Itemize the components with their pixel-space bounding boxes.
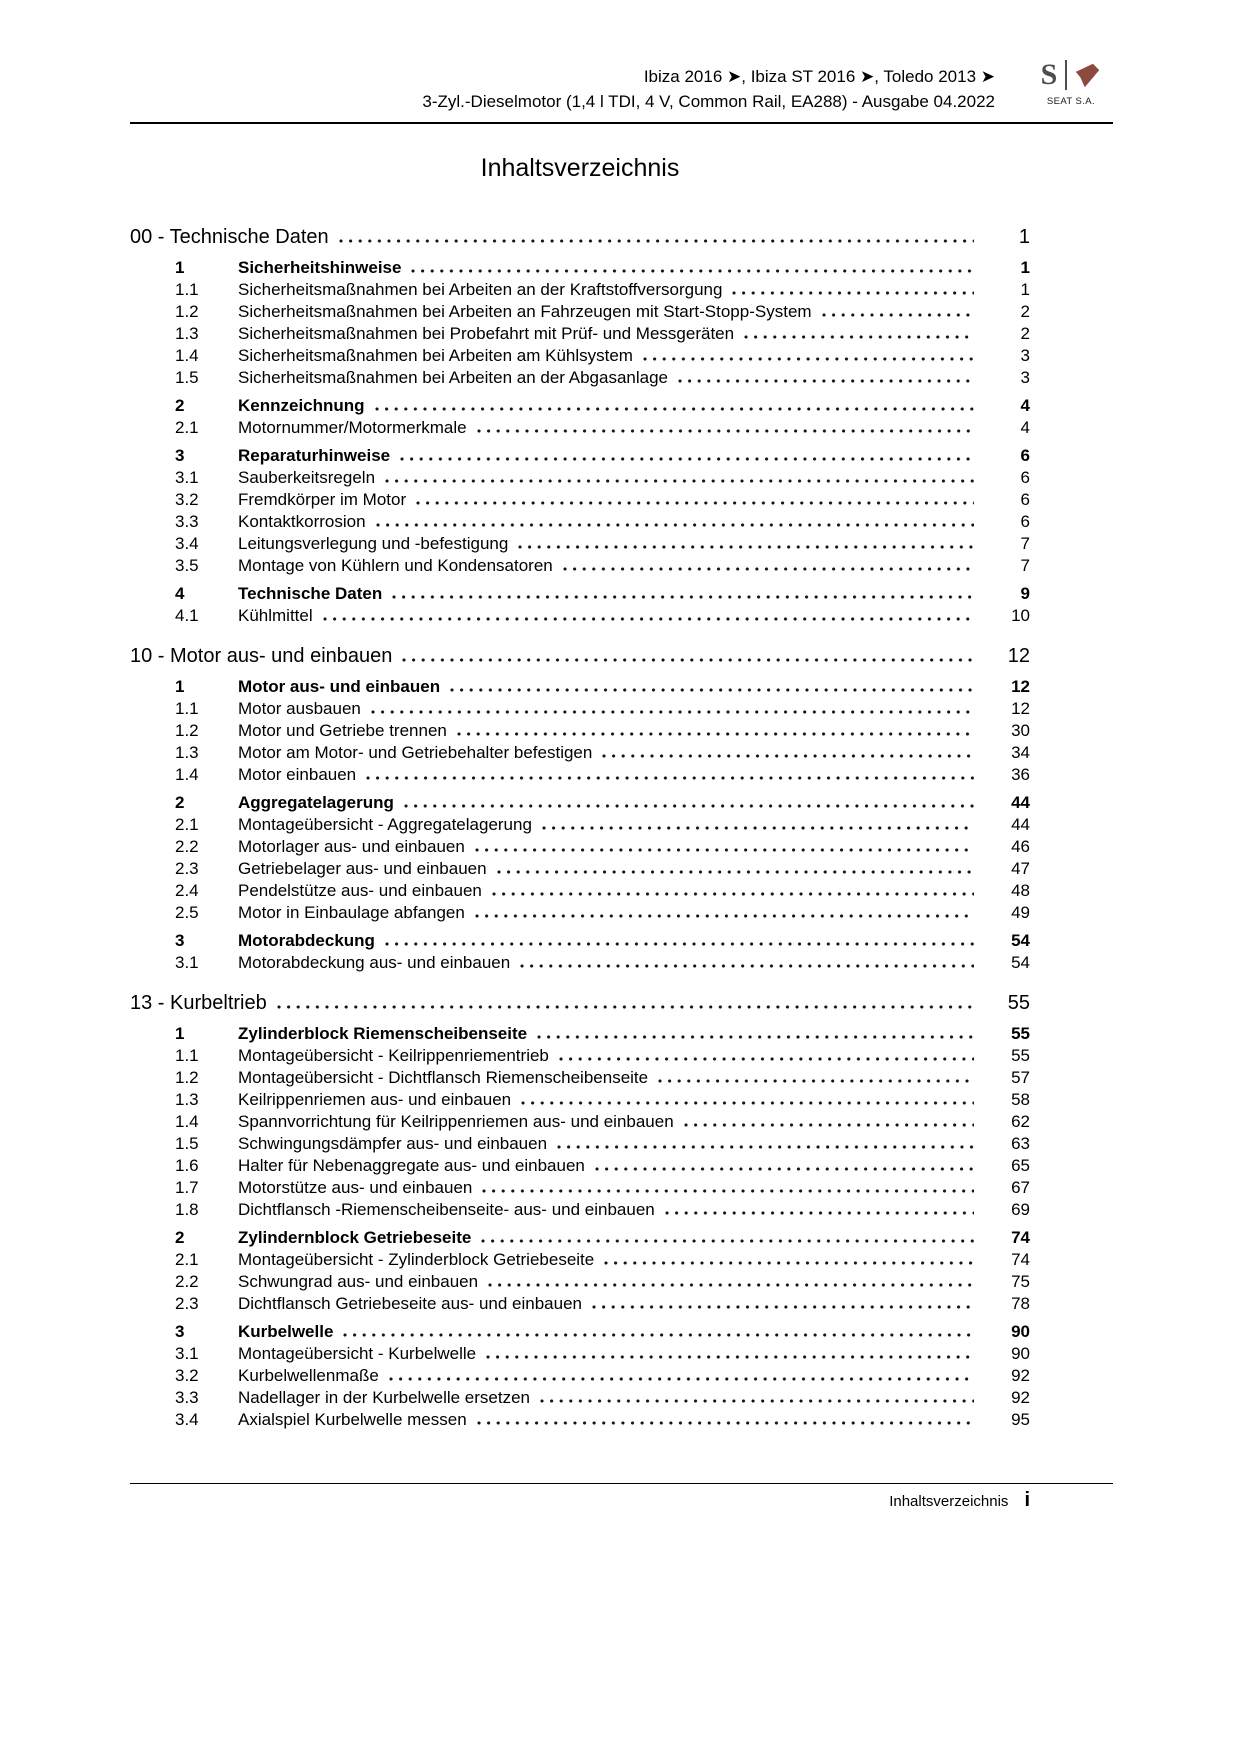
toc-item-title: Motor in Einbaulage abfangen (238, 903, 465, 922)
toc-item-number: 2.2 (175, 837, 199, 856)
toc-section-label: 13 - Kurbeltrieb (130, 992, 267, 1014)
dot-leader (678, 379, 974, 383)
toc-item[interactable] (130, 1365, 1030, 1387)
toc-item-number: 2 (175, 1228, 185, 1247)
toc-item-title: Motor und Getriebe trennen (238, 721, 447, 740)
toc-item[interactable] (130, 836, 1030, 858)
toc-page-number: 34 (1011, 743, 1030, 762)
toc-item[interactable] (130, 257, 1030, 279)
toc-item-title: Montageübersicht - Dichtflansch Riemenscheibenseite (238, 1068, 649, 1087)
toc-item-title: Motorlager aus- und einbauen (238, 837, 465, 856)
toc-page-number: 57 (1011, 1068, 1030, 1087)
toc-item-number: 3 (175, 1322, 185, 1341)
dot-leader (563, 567, 974, 571)
toc-item-number: 3.2 (175, 1366, 199, 1385)
toc-item-title: Montageübersicht - Aggregatelagerung (238, 815, 532, 834)
toc-item[interactable] (130, 489, 1030, 511)
toc-item-number: 2.2 (175, 1272, 199, 1291)
toc-item-number: 1 (175, 677, 185, 696)
toc-item-title: Montageübersicht - Zylinderblock Getriebeseite (238, 1250, 595, 1269)
toc-page-number: 12 (1011, 699, 1030, 718)
toc-item[interactable] (130, 395, 1030, 417)
dot-leader (477, 1421, 974, 1425)
toc-item[interactable] (130, 511, 1030, 533)
toc-item-number: 3.2 (175, 490, 199, 509)
toc-item-title: Sicherheitsmaßnahmen bei Probefahrt mit Prüf- und Messgeräten (238, 324, 735, 343)
dot-leader (604, 1261, 974, 1265)
toc-item-number: 2.5 (175, 903, 199, 922)
dot-leader (385, 942, 974, 946)
footer-text (130, 1489, 1113, 1512)
dot-leader (595, 1167, 974, 1171)
toc-item-title: Keilrippenriemen aus- und einbauen (238, 1090, 512, 1109)
toc-item[interactable] (130, 1199, 1030, 1221)
toc-page-number: 1 (1018, 226, 1030, 248)
dot-leader (665, 1211, 974, 1215)
toc-page-number: 3 (1020, 346, 1030, 365)
toc-item-title: Montage von Kühlern und Kondensatoren (238, 556, 553, 575)
toc-page-number: 75 (1011, 1272, 1030, 1291)
dot-leader (492, 892, 974, 896)
toc-item-title: Schwingungsdämpfer aus- und einbauen (238, 1134, 548, 1153)
dot-leader (323, 617, 974, 621)
toc-page-number: 3 (1020, 368, 1030, 387)
toc-item-number: 1.1 (175, 699, 199, 718)
toc-item-number: 3.3 (175, 512, 199, 531)
toc-item-title: Schwungrad aus- und einbauen (238, 1272, 479, 1291)
brand-name: SEAT S.A. (1046, 96, 1096, 107)
toc-item[interactable] (130, 367, 1030, 389)
toc-item-number: 1.3 (175, 743, 199, 762)
toc-page-number: 12 (1011, 677, 1030, 696)
toc-item[interactable] (130, 1387, 1030, 1409)
dot-leader (477, 429, 974, 433)
toc-item[interactable] (130, 1271, 1030, 1293)
toc-item-title: Motorabdeckung aus- und einbauen (238, 953, 511, 972)
toc-page-number: 90 (1011, 1344, 1030, 1363)
toc-item-title: Technische Daten (238, 584, 383, 603)
toc-item-number: 3.5 (175, 556, 199, 575)
dot-leader (385, 479, 974, 483)
dot-leader (518, 545, 974, 549)
dot-leader (411, 269, 974, 273)
toc-section (130, 642, 1030, 974)
toc-item[interactable] (130, 345, 1030, 367)
toc-item-number: 1.5 (175, 368, 199, 387)
toc-item-number: 1.5 (175, 1134, 199, 1153)
dot-leader (822, 313, 974, 317)
toc-item[interactable] (130, 1067, 1030, 1089)
toc-page-number: 55 (1007, 992, 1030, 1014)
document-header (130, 56, 1113, 114)
toc-page-number: 6 (1020, 490, 1030, 509)
toc-item-number: 2 (175, 396, 185, 415)
toc-page-number: 7 (1020, 556, 1030, 575)
dot-leader (376, 523, 974, 527)
dot-leader (497, 870, 974, 874)
toc-item[interactable] (130, 698, 1030, 720)
toc-item-title: Motorabdeckung (238, 931, 375, 950)
toc-item-number: 2.3 (175, 859, 199, 878)
footer-page-number: i (1024, 1489, 1030, 1511)
toc-item[interactable] (130, 533, 1030, 555)
toc-page-number: 36 (1011, 765, 1030, 784)
toc-item-title: Sicherheitsmaßnahmen bei Arbeiten an der Abgasanlage (238, 368, 669, 387)
toc-item-title: Zylindernblock Getriebeseite (238, 1228, 472, 1247)
dot-leader (343, 1333, 974, 1337)
toc-item-number: 1.2 (175, 721, 199, 740)
header-subtitle-line: 3-Zyl.-Dieselmotor (1,4 l TDI, 4 V, Common Rail, EA288) - Ausgabe 04.2022 (422, 92, 995, 111)
toc-page-number: 74 (1011, 1250, 1030, 1269)
toc-page-number: 63 (1011, 1134, 1030, 1153)
dot-leader (389, 1377, 974, 1381)
toc-item-title: Nadellager in der Kurbelwelle ersetzen (238, 1388, 530, 1407)
toc-section-header[interactable] (130, 223, 1030, 251)
seat-arrow-icon (1074, 62, 1101, 89)
dot-leader (416, 501, 974, 505)
toc-page-number: 44 (1011, 815, 1030, 834)
toc-item[interactable] (130, 555, 1030, 577)
toc-item-title: Halter für Nebenaggregate aus- und einbauen (238, 1156, 585, 1175)
toc-page-number: 55 (1011, 1024, 1030, 1043)
dot-leader (450, 688, 974, 692)
toc-section-label: 00 - Technische Daten (130, 226, 329, 248)
toc-item-number: 3.1 (175, 468, 199, 487)
toc-page-number: 6 (1020, 468, 1030, 487)
toc-item[interactable] (130, 301, 1030, 323)
toc-item-number: 1.1 (175, 280, 199, 299)
header-models-line: Ibiza 2016 ➤, Ibiza ST 2016 ➤, Toledo 2013 ➤ (643, 67, 995, 86)
toc-page-number: 78 (1011, 1294, 1030, 1313)
toc-item[interactable] (130, 902, 1030, 924)
toc-item-number: 1.1 (175, 1046, 199, 1065)
toc-item[interactable] (130, 952, 1030, 974)
toc-page-number: 7 (1020, 534, 1030, 553)
toc-item[interactable] (130, 1293, 1030, 1315)
toc-item[interactable] (130, 676, 1030, 698)
toc-item[interactable] (130, 1089, 1030, 1111)
toc-page-number: 1 (1020, 280, 1030, 299)
toc-item-title: Zylinderblock Riemenscheibenseite (238, 1024, 528, 1043)
dot-leader (475, 848, 974, 852)
toc-item-title: Leitungsverlegung und -befestigung (238, 534, 509, 553)
toc-page-number: 92 (1011, 1388, 1030, 1407)
toc-item-title: Motor am Motor- und Getriebehalter befestigen (238, 743, 593, 762)
toc-item-number: 1.3 (175, 324, 199, 343)
toc-item-number: 2 (175, 793, 185, 812)
toc-item-number: 3 (175, 446, 185, 465)
toc-item-title: Motor aus- und einbauen (238, 677, 441, 696)
toc-item[interactable] (130, 1023, 1030, 1045)
toc-item-number: 3.1 (175, 1344, 199, 1363)
dot-leader (520, 964, 974, 968)
toc-item-title: Spannvorrichtung für Keilrippenriemen aus- und einbauen (238, 1112, 674, 1131)
toc-item-number: 3.4 (175, 534, 199, 553)
toc-item[interactable] (130, 764, 1030, 786)
toc-item[interactable] (130, 323, 1030, 345)
toc-item[interactable] (130, 1321, 1030, 1343)
dot-leader (557, 1145, 974, 1149)
toc-item[interactable] (130, 720, 1030, 742)
toc-page-number: 58 (1011, 1090, 1030, 1109)
toc-item-title: Dichtflansch Getriebeseite aus- und einbauen (238, 1294, 582, 1313)
toc-item-number: 3 (175, 931, 185, 950)
toc-item[interactable] (130, 930, 1030, 952)
toc-page-number: 4 (1020, 396, 1030, 415)
toc-item[interactable] (130, 1227, 1030, 1249)
toc-item-title: Axialspiel Kurbelwelle messen (238, 1410, 467, 1429)
toc-page-number: 48 (1011, 881, 1030, 900)
dot-leader (521, 1101, 974, 1105)
toc-item-number: 2.4 (175, 881, 199, 900)
dot-leader (542, 826, 974, 830)
toc-item[interactable] (130, 605, 1030, 627)
toc-item-title: Motorstütze aus- und einbauen (238, 1178, 473, 1197)
dot-leader (366, 776, 974, 780)
toc-item-number: 2.3 (175, 1294, 199, 1313)
seat-logo (1029, 56, 1113, 107)
toc-page-number: 44 (1011, 793, 1030, 812)
toc-item-title: Kurbelwelle (238, 1322, 334, 1341)
toc-item-title: Pendelstütze aus- und einbauen (238, 881, 482, 900)
toc-item-title: Motornummer/Motormerkmale (238, 418, 467, 437)
toc-item-title: Sauberkeitsregeln (238, 468, 376, 487)
dot-leader (339, 239, 974, 243)
toc-page-number: 67 (1011, 1178, 1030, 1197)
footer-divider (130, 1483, 1113, 1484)
toc-page-number: 2 (1020, 324, 1030, 343)
toc-item-number: 2.1 (175, 815, 199, 834)
toc-item[interactable] (130, 1343, 1030, 1365)
toc-page-number: 6 (1020, 512, 1030, 531)
toc-item-number: 1.8 (175, 1200, 199, 1219)
toc-section (130, 989, 1030, 1431)
toc-page-number: 4 (1020, 418, 1030, 437)
toc-page-number: 6 (1020, 446, 1030, 465)
toc-page-number: 1 (1020, 258, 1030, 277)
toc-page-number: 54 (1011, 953, 1030, 972)
toc-item-number: 1 (175, 258, 185, 277)
dot-leader (658, 1079, 974, 1083)
dot-leader (400, 457, 974, 461)
toc-page-number: 30 (1011, 721, 1030, 740)
toc-item[interactable] (130, 583, 1030, 605)
toc-item[interactable] (130, 1111, 1030, 1133)
toc-item-number: 1.6 (175, 1156, 199, 1175)
toc-page-number: 9 (1020, 584, 1030, 603)
toc-item-number: 4 (175, 584, 185, 603)
header-text-block (130, 56, 1029, 114)
dot-leader (540, 1399, 974, 1403)
toc (130, 223, 1113, 1431)
toc-item-number: 1.3 (175, 1090, 199, 1109)
toc-item[interactable] (130, 1177, 1030, 1199)
toc-item-number: 2.1 (175, 418, 199, 437)
toc-page-number: 95 (1011, 1410, 1030, 1429)
seat-logo-glyphs (1029, 56, 1113, 94)
toc-item-number: 3.4 (175, 1410, 199, 1429)
toc-item-number: 4.1 (175, 606, 199, 625)
toc-item[interactable] (130, 858, 1030, 880)
toc-item-title: Montageübersicht - Keilrippenriementrieb (238, 1046, 549, 1065)
dot-leader (375, 407, 974, 411)
toc-item-number: 2.1 (175, 1250, 199, 1269)
toc-item-number: 1.2 (175, 302, 199, 321)
toc-item-title: Sicherheitsmaßnahmen bei Arbeiten an Fahrzeugen mit Start-Stopp-System (238, 302, 812, 321)
dot-leader (371, 710, 974, 714)
toc-item[interactable] (130, 1045, 1030, 1067)
toc-item[interactable] (130, 445, 1030, 467)
toc-page-number: 69 (1011, 1200, 1030, 1219)
toc-item-title: Kurbelwellenmaße (238, 1366, 379, 1385)
toc-item-number: 1.4 (175, 346, 199, 365)
toc-item-title: Sicherheitsmaßnahmen bei Arbeiten am Kühlsystem (238, 346, 633, 365)
dot-leader (537, 1035, 974, 1039)
toc-item[interactable] (130, 467, 1030, 489)
toc-item-title: Kühlmittel (238, 606, 313, 625)
page-title: Inhaltsverzeichnis (480, 154, 680, 182)
toc-item-number: 1 (175, 1024, 185, 1043)
toc-item-number: 1.2 (175, 1068, 199, 1087)
toc-item[interactable] (130, 1409, 1030, 1431)
toc-item-title: Reparaturhinweise (238, 446, 391, 465)
toc-section-header[interactable] (130, 642, 1030, 670)
dot-leader (602, 754, 974, 758)
toc-item-number: 1.4 (175, 765, 199, 784)
dot-leader (404, 804, 974, 808)
toc-item-title: Dichtflansch -Riemenscheibenseite- aus- und einbauen (238, 1200, 655, 1219)
toc-item[interactable] (130, 880, 1030, 902)
toc-item[interactable] (130, 1133, 1030, 1155)
toc-item-number: 3.3 (175, 1388, 199, 1407)
dot-leader (486, 1355, 974, 1359)
dot-leader (559, 1057, 974, 1061)
toc-item[interactable] (130, 814, 1030, 836)
toc-item-title: Sicherheitsmaßnahmen bei Arbeiten an der Kraftstoffversorgung (238, 280, 723, 299)
dot-leader (457, 732, 974, 736)
dot-leader (744, 335, 974, 339)
dot-leader (592, 1305, 974, 1309)
toc-item-title: Sicherheitshinweise (238, 258, 402, 277)
dot-leader (481, 1239, 974, 1243)
dot-leader (482, 1189, 974, 1193)
dot-leader (732, 291, 974, 295)
toc-page-number: 90 (1011, 1322, 1030, 1341)
seat-logo-s-icon: S (1041, 60, 1068, 90)
dot-leader (392, 595, 974, 599)
header-divider (130, 122, 1113, 124)
toc-page-number: 12 (1007, 645, 1030, 667)
dot-leader (488, 1283, 974, 1287)
toc-item-number: 3.1 (175, 953, 199, 972)
toc-page-number: 49 (1011, 903, 1030, 922)
toc-item[interactable] (130, 1249, 1030, 1271)
toc-section (130, 223, 1030, 627)
toc-page-number: 2 (1020, 302, 1030, 321)
toc-item-title: Getriebelager aus- und einbauen (238, 859, 487, 878)
toc-item-title: Aggregatelagerung (238, 793, 394, 812)
dot-leader (475, 914, 974, 918)
toc-item-title: Kontaktkorrosion (238, 512, 366, 531)
toc-item-title: Motor einbauen (238, 765, 357, 784)
toc-item-number: 1.7 (175, 1178, 199, 1197)
toc-page-number: 47 (1011, 859, 1030, 878)
toc-item-title: Fremdkörper im Motor (238, 490, 407, 509)
toc-item[interactable] (130, 742, 1030, 764)
toc-item-title: Montageübersicht - Kurbelwelle (238, 1344, 477, 1363)
toc-item-number: 1.4 (175, 1112, 199, 1131)
toc-item-title: Kennzeichnung (238, 396, 365, 415)
toc-item[interactable] (130, 1155, 1030, 1177)
dot-leader (684, 1123, 974, 1127)
toc-section-label: 10 - Motor aus- und einbauen (130, 645, 393, 667)
toc-item[interactable] (130, 279, 1030, 301)
toc-page-number: 54 (1011, 931, 1030, 950)
toc-page-number: 46 (1011, 837, 1030, 856)
toc-page-number: 10 (1011, 606, 1030, 625)
toc-page-number: 92 (1011, 1366, 1030, 1385)
toc-item[interactable] (130, 417, 1030, 439)
dot-leader (402, 658, 974, 662)
toc-page-number: 62 (1011, 1112, 1030, 1131)
toc-page-number: 74 (1011, 1228, 1030, 1247)
dot-leader (277, 1005, 974, 1009)
toc-page-number: 65 (1011, 1156, 1030, 1175)
document-footer (130, 1483, 1113, 1512)
toc-item[interactable] (130, 792, 1030, 814)
dot-leader (643, 357, 974, 361)
toc-page-number: 55 (1011, 1046, 1030, 1065)
toc-section-header[interactable] (130, 989, 1030, 1017)
toc-item-title: Motor ausbauen (238, 699, 361, 718)
footer-label: Inhaltsverzeichnis (889, 1493, 1009, 1510)
